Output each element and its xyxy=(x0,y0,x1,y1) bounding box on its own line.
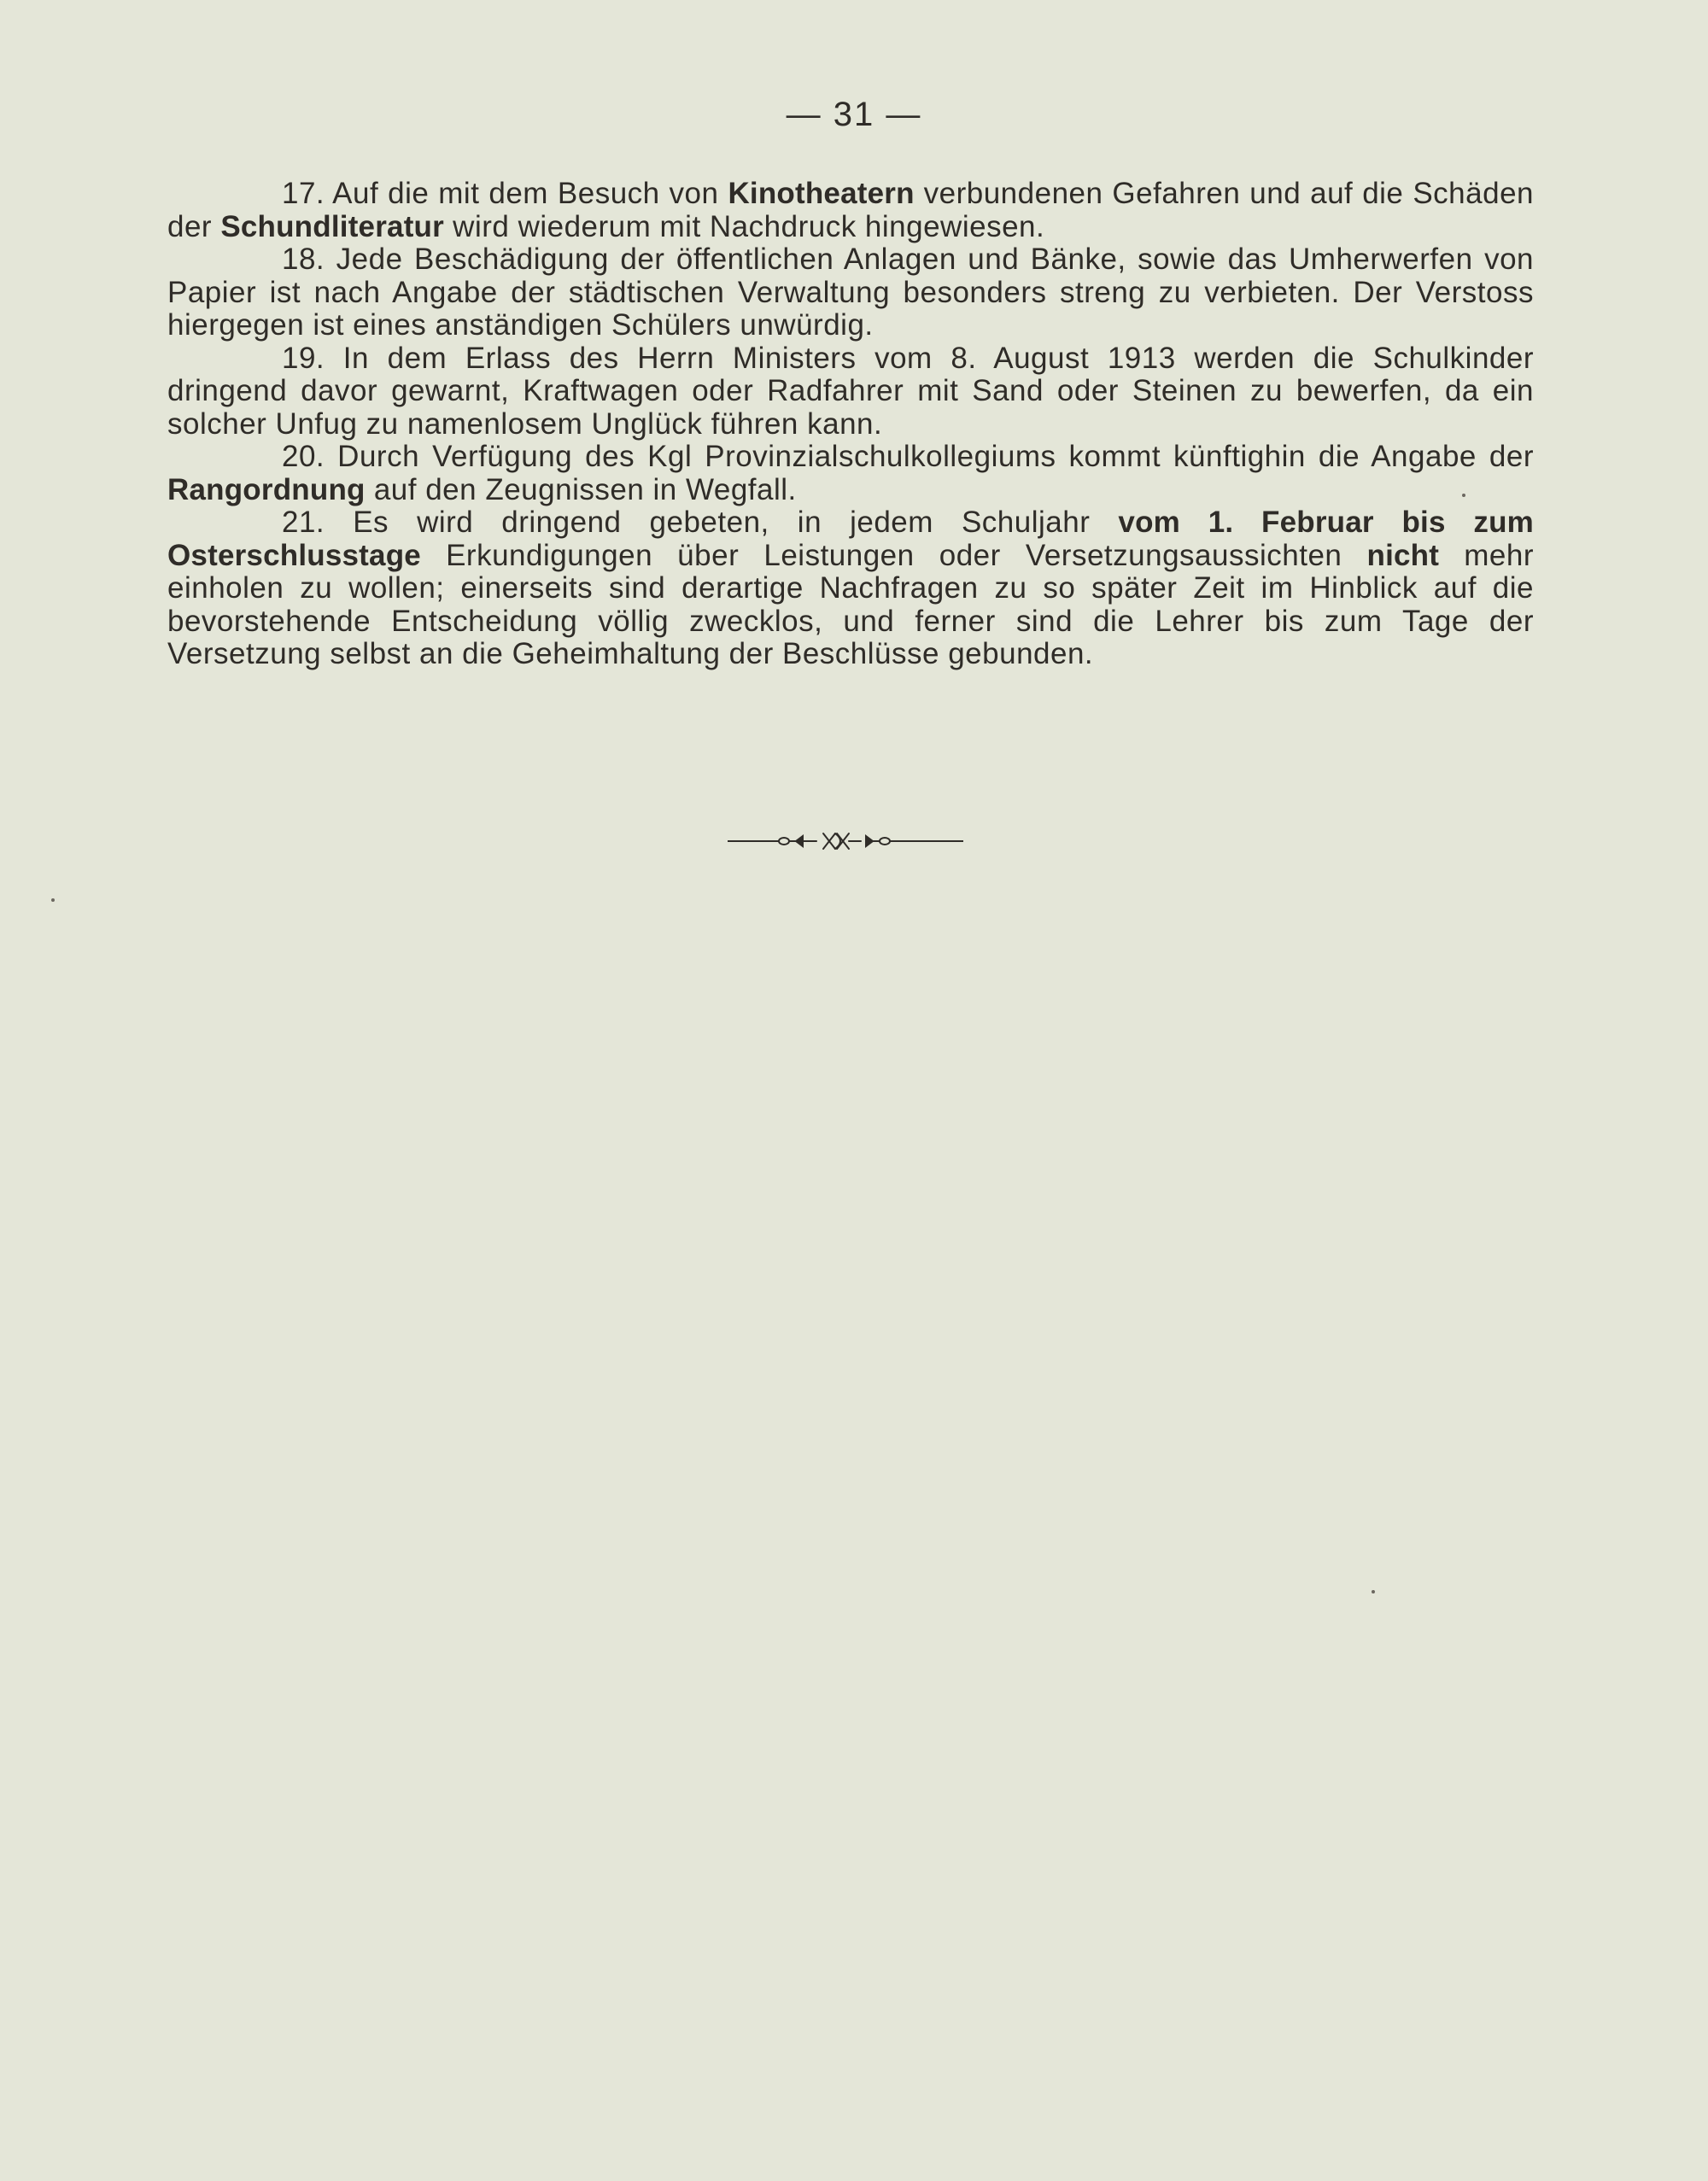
text-segment: auf den Zeugnissen in Wegfall. xyxy=(365,472,797,506)
paragraph-18 xyxy=(167,243,1534,342)
text-segment: mehr einholen zu wollen; einerseits sind derartige Nachfragen zu so später Zeit im Hinblick auf die bevorstehende Entscheidung völlig zwecklos, und ferner sind die Lehrer bis zum Tage der Versetzung selbst an die Geheimhaltung der Beschlüsse gebunden. xyxy=(167,538,1534,670)
text-segment: 18. Jede Beschädigung der öffentlichen Anlagen und Bänke, sowie das Umherwerfen von Papier ist nach Angabe der städtischen Verwaltung besonders streng zu verbieten. Der Verstoss hiergegen ist eines anständigen Schülers unwürdig. xyxy=(167,243,1534,342)
paragraph-20 xyxy=(167,441,1534,506)
paragraph-21 xyxy=(167,506,1534,671)
text-segment: 21. Es wird dringend gebeten, in jedem Schuljahr xyxy=(282,506,1119,539)
text-segment: 19. In dem Erlass des Herrn Ministers vom 8. August 1913 werden die Schulkinder dringend davor gewarnt, Kraftwagen oder Radfahrer mit Sand oder Steinen zu bewerfen, da ein solcher Unfug zu namenlosem Unglück führen kann. xyxy=(167,341,1534,441)
paragraph-17 xyxy=(167,178,1534,243)
fleuron-divider-icon xyxy=(728,828,963,854)
text-segment: 17. Auf die mit dem Besuch von xyxy=(282,177,728,210)
text-segment: Erkundigungen über Leistungen oder Versetzungsaussichten xyxy=(420,538,1367,572)
emphasis-rangordnung: Rangordnung xyxy=(167,472,366,506)
paragraph-19 xyxy=(167,342,1534,441)
print-speck xyxy=(1462,494,1465,497)
text-segment: wird wiederum mit Nachdruck hingewiesen. xyxy=(443,209,1045,243)
emphasis-date-range: vom 1. Februar bis zum Osterschlusstage xyxy=(167,506,1534,572)
emphasis-schundliteratur: Schundliteratur xyxy=(220,209,444,243)
text-segment: 20. Durch Verfügung des Kgl Provinzialschulkollegiums kommt künftighin die Angabe der xyxy=(282,440,1534,473)
emphasis-nicht: nicht xyxy=(1366,538,1440,572)
text-segment: verbundenen Gefahren und auf die Schäden der xyxy=(167,177,1535,243)
body-text xyxy=(167,178,1534,671)
print-speck xyxy=(51,898,55,902)
page-number: — 31 — xyxy=(786,96,922,133)
emphasis-kinotheatern: Kinotheatern xyxy=(728,177,915,210)
print-speck xyxy=(1372,1590,1375,1593)
